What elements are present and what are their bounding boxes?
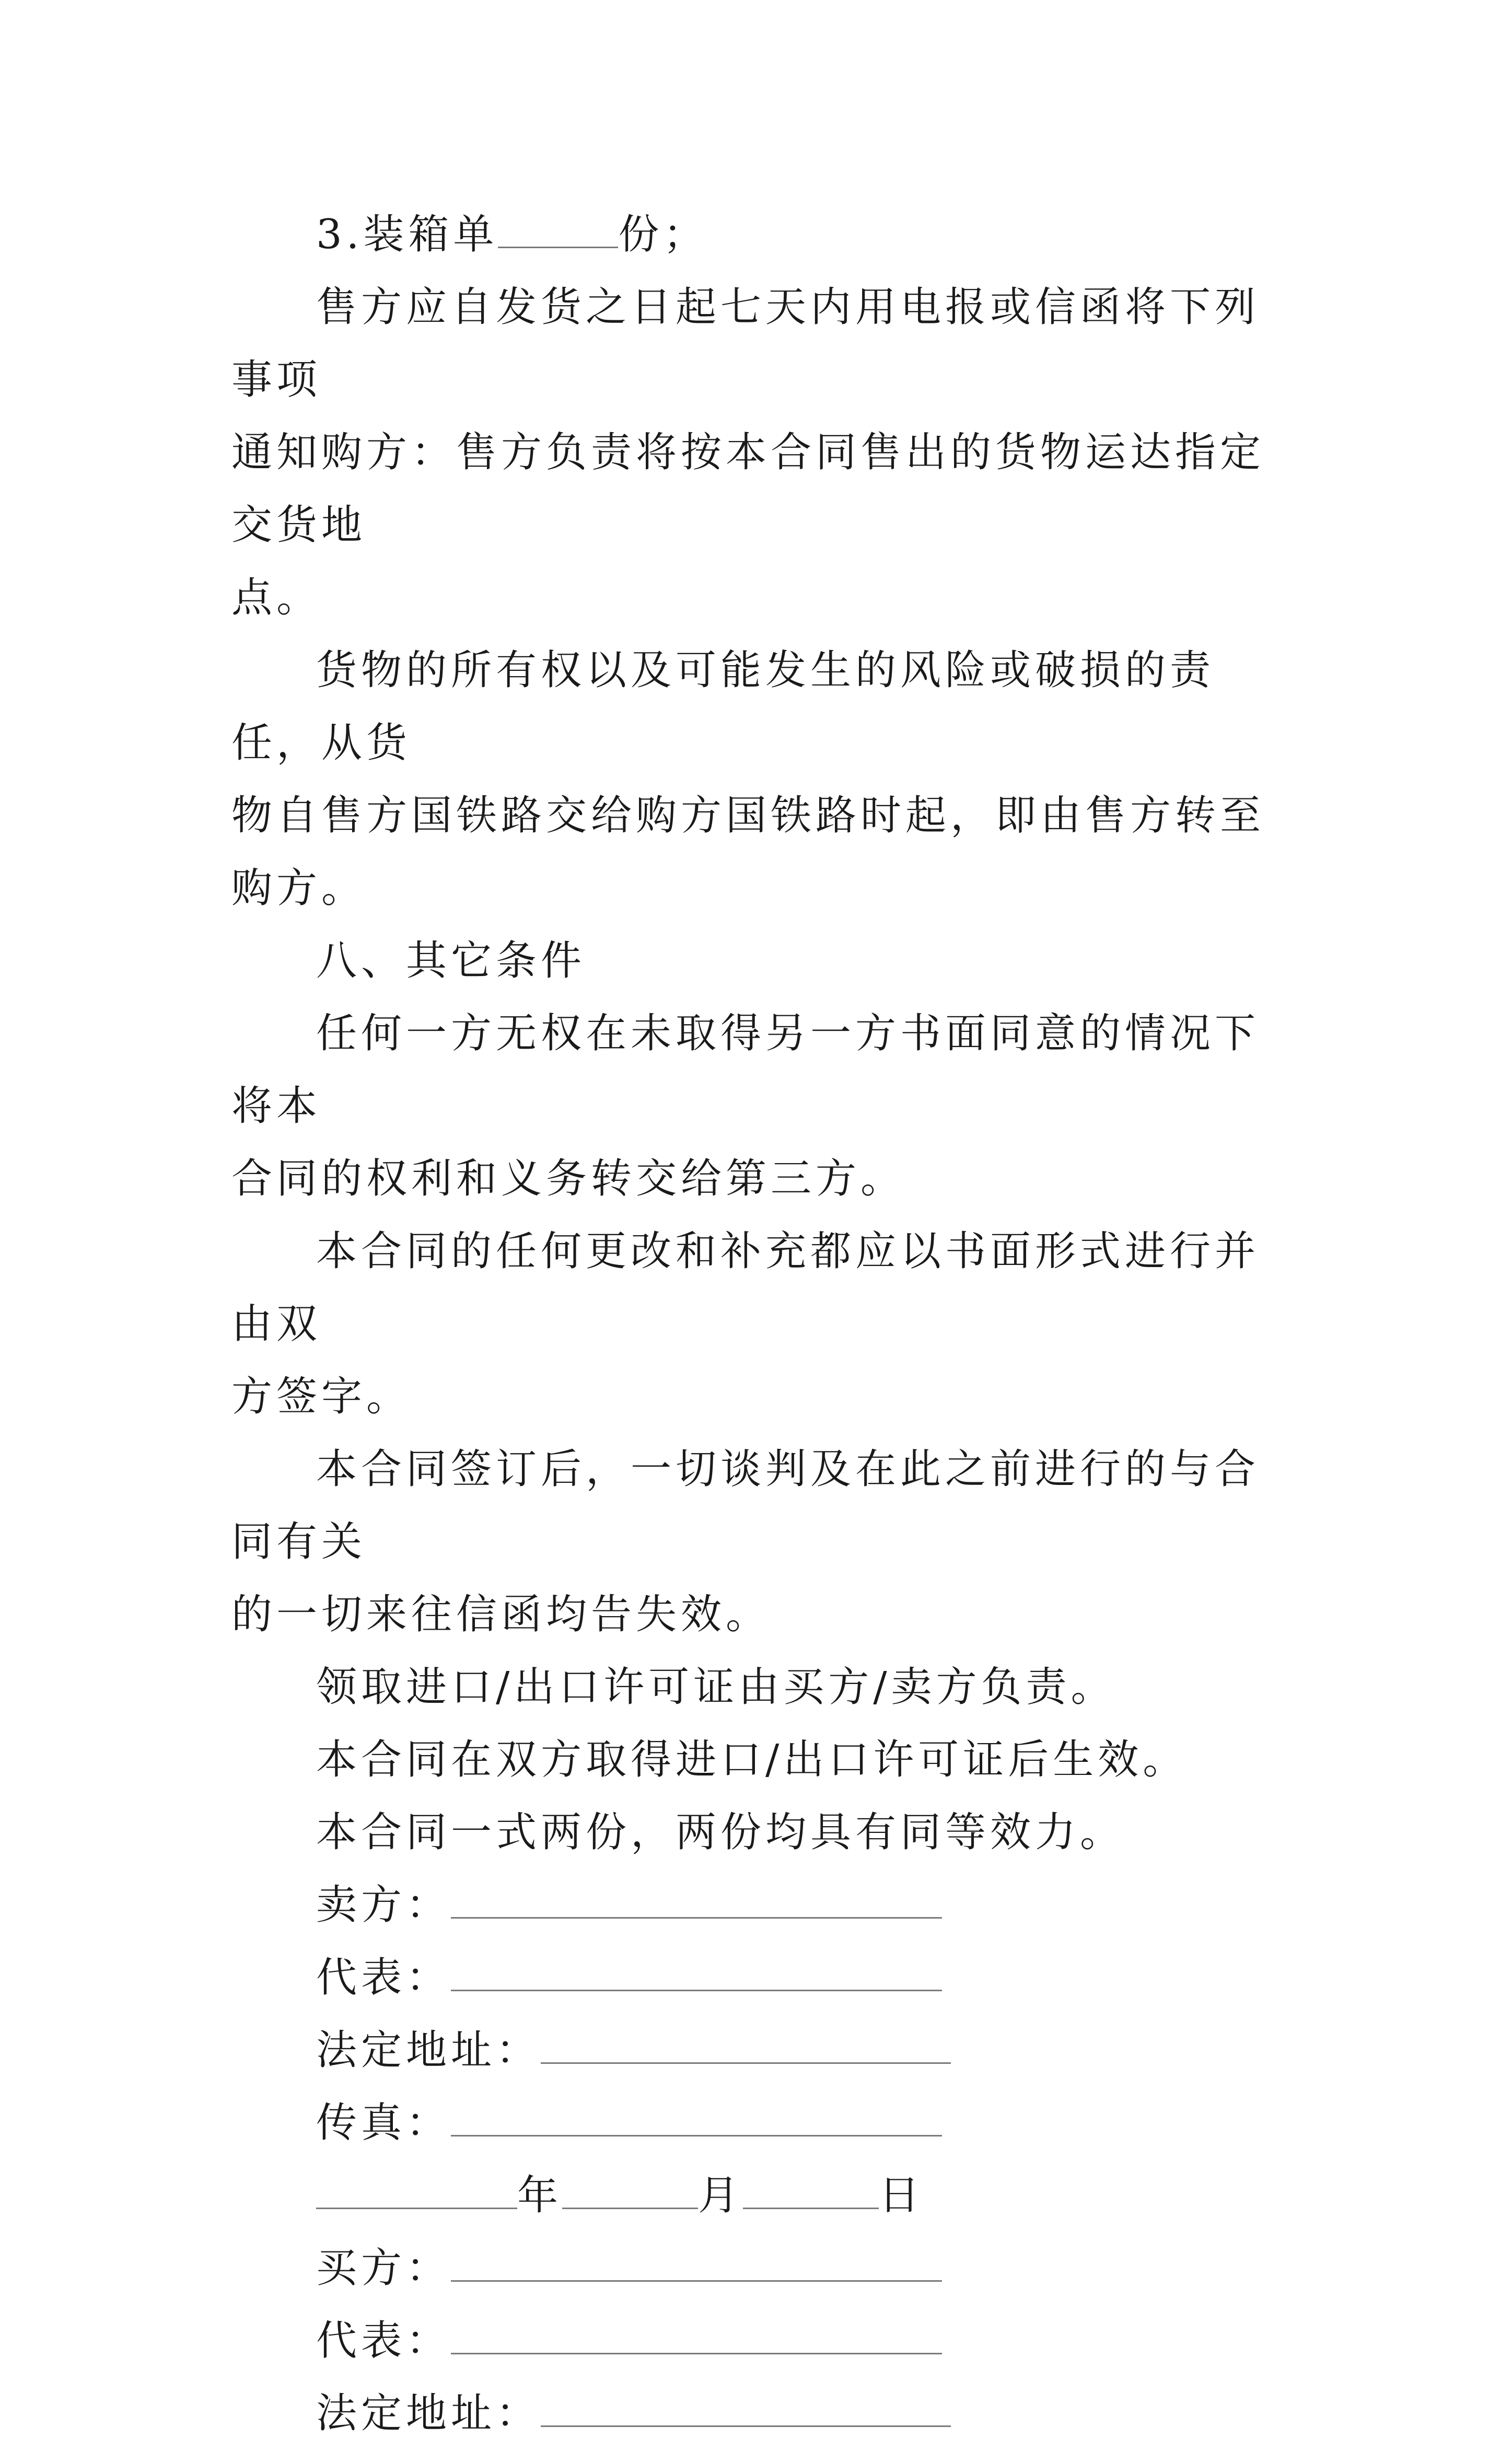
ownership-line-1: 货物的所有权以及可能发生的风险或破损的责任，从货 <box>231 647 1215 767</box>
effective-paragraph <box>231 1724 1297 1796</box>
seller-signature-line[interactable] <box>451 1886 942 1919</box>
buyer-address-row <box>231 2377 1297 2450</box>
effective-text: 本合同在双方取得进口/出口许可证后生效。 <box>316 1736 1188 1783</box>
seller-address-row <box>231 2014 1297 2087</box>
notice-line-1: 售方应自发货之日起七天内用电报或信函将下列事项 <box>231 284 1260 403</box>
month-label: 月 <box>698 2172 743 2219</box>
ownership-paragraph <box>231 634 1297 780</box>
seller-fax-label: 传真： <box>316 2099 451 2146</box>
document-page <box>231 199 1297 2450</box>
amendment-line-1: 本合同的任何更改和补充都应以书面形式进行并由双 <box>231 1228 1260 1348</box>
transfer-line-2: 合同的权利和义务转交给第三方。 <box>231 1155 906 1202</box>
year-blank[interactable] <box>316 2176 517 2209</box>
notice-line-3: 点。 <box>231 574 322 621</box>
seller-fax-line[interactable] <box>451 2104 942 2137</box>
packing-list-count-blank[interactable] <box>498 215 618 248</box>
buyer-address-line[interactable] <box>541 2394 951 2427</box>
seller-row <box>231 1869 1297 1942</box>
transfer-line-1: 任何一方无权在未取得另一方书面同意的情况下将本 <box>231 1010 1260 1130</box>
buyer-signature-line[interactable] <box>451 2249 942 2282</box>
notice-paragraph-cont <box>231 416 1297 634</box>
amendment-paragraph <box>231 1215 1297 1361</box>
day-blank[interactable] <box>743 2176 879 2209</box>
year-label: 年 <box>517 2172 563 2219</box>
month-blank[interactable] <box>562 2176 698 2209</box>
packing-list-label: 3.装箱单 <box>316 211 498 258</box>
seller-rep-label: 代表： <box>316 1954 451 2001</box>
supersede-line-2: 的一切来往信函均告失效。 <box>231 1591 771 1638</box>
packing-list-line <box>231 199 1297 271</box>
date-row <box>231 2159 1297 2232</box>
section-heading-text: 八、其它条件 <box>316 937 586 984</box>
license-text: 领取进口/出口许可证由买方/卖方负责。 <box>316 1664 1116 1711</box>
supersede-line-1: 本合同签订后，一切谈判及在此之前进行的与合同有关 <box>231 1446 1260 1565</box>
buyer-address-label: 法定地址： <box>316 2390 541 2437</box>
buyer-row <box>231 2232 1297 2305</box>
buyer-rep-label: 代表： <box>316 2317 451 2364</box>
seller-rep-row <box>231 1942 1297 2014</box>
copies-paragraph <box>231 1796 1297 1869</box>
buyer-rep-line[interactable] <box>451 2321 942 2354</box>
buyer-rep-row <box>231 2305 1297 2377</box>
buyer-label: 买方： <box>316 2245 451 2292</box>
transfer-paragraph-cont <box>231 1143 1297 1215</box>
seller-rep-line[interactable] <box>451 1958 942 1991</box>
amendment-line-2: 方签字。 <box>231 1373 412 1420</box>
seller-address-label: 法定地址： <box>316 2027 541 2074</box>
ownership-line-2: 物自售方国铁路交给购方国铁路时起，即由售方转至购方。 <box>231 792 1265 912</box>
seller-address-line[interactable] <box>541 2031 951 2064</box>
transfer-paragraph <box>231 997 1297 1143</box>
notice-line-2: 通知购方：售方负责将按本合同售出的货物运达指定交货地 <box>231 429 1265 549</box>
amendment-paragraph-cont <box>231 1361 1297 1433</box>
ownership-paragraph-cont <box>231 780 1297 925</box>
copies-text: 本合同一式两份，两份均具有同等效力。 <box>316 1809 1125 1856</box>
seller-label: 卖方： <box>316 1882 451 1929</box>
license-paragraph <box>231 1651 1297 1724</box>
seller-fax-row <box>231 2087 1297 2159</box>
section-heading-other-terms <box>231 925 1297 997</box>
day-label: 日 <box>879 2172 924 2219</box>
notice-paragraph <box>231 271 1297 416</box>
supersede-paragraph <box>231 1433 1297 1578</box>
supersede-paragraph-cont <box>231 1578 1297 1651</box>
packing-list-suffix: 份； <box>618 211 708 258</box>
